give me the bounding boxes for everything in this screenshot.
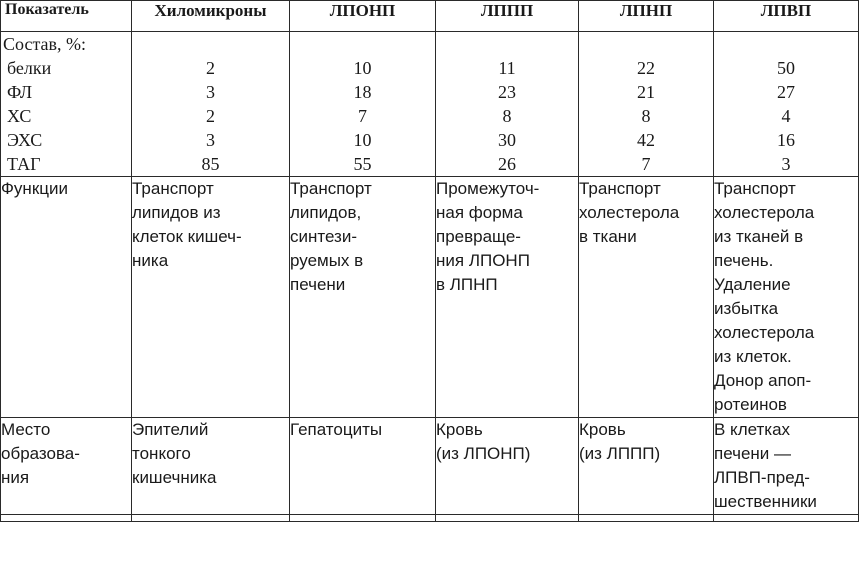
origin-row [1,418,859,515]
text-line: ная форма [436,203,523,222]
text-line: липидов из [132,203,221,222]
text-line: из тканей в [714,227,804,246]
value-cell: 8 [502,106,512,126]
functions-ldl [579,177,714,418]
text-line: кишечника [132,468,217,487]
text-line: ЛПВП-пред- [714,468,810,487]
text-line: синтези- [290,227,358,246]
composition-idl [436,32,579,177]
text-line: избытка [714,299,779,318]
text-line: ния ЛПОНП [436,251,530,270]
text-line: холестерола [714,203,815,222]
value-cell: 3 [206,130,215,150]
value-cell: 21 [637,82,655,102]
value-cell: 7 [641,154,651,174]
text-line: ротеинов [714,395,787,414]
text-line: превраще- [436,227,521,246]
text-line: Промежуточ- [436,179,540,198]
header-row [1,1,859,32]
composition-title: Состав, %: [3,34,87,54]
text-line: в ЛПНП [436,275,498,294]
functions-label: Функции [1,177,132,418]
value-cell: 2 [206,58,215,78]
text-line: Удаление [714,275,791,294]
text-line: (из ЛПОНП) [436,444,531,463]
text-line: Транспорт [714,179,796,198]
text-line: печени — [714,444,792,463]
text-line: Донор апоп- [714,371,812,390]
composition-row [1,32,859,177]
text-line: образова- [1,444,80,463]
functions-vldl [290,177,436,418]
functions-row [1,177,859,418]
text-line: Место [1,420,51,439]
value-cell: 50 [777,58,795,78]
header-indicator: Показатель [1,1,132,32]
header-chylomicrons: Хиломикроны [132,1,290,32]
composition-vldl [290,32,436,177]
origin-chylomicrons [132,418,290,515]
text-line: Эпителий [132,420,209,439]
value-cell: 42 [637,130,655,150]
text-line: печень. [714,251,774,270]
text-line: Транспорт [579,179,661,198]
text-line: Кровь [436,420,483,439]
value-cell: 22 [637,58,655,78]
value-cell: 16 [777,130,795,150]
value-cell: 8 [641,106,651,126]
text-line: ника [132,251,169,270]
text-line: руемых в [290,251,364,270]
header-hdl: ЛПВП [714,1,859,32]
text-line: ния [1,468,30,487]
composition-label-tag: ТАГ [7,154,41,174]
text-line: Транспорт [290,179,372,198]
origin-vldl [290,418,436,515]
functions-chylomicrons [132,177,290,418]
value-cell: 3 [781,154,791,174]
text-line: печени [290,275,346,294]
text-line: холестерола [714,323,815,342]
composition-label-chol-ester: ЭХС [7,130,43,150]
value-cell: 55 [353,154,372,174]
text-line: Гепатоциты [290,420,383,439]
text-line: из клеток. [714,347,792,366]
value-cell: 26 [498,154,516,174]
composition-hdl [714,32,859,177]
functions-idl [436,177,579,418]
value-cell: 7 [358,106,367,126]
cut-off-row [1,515,859,522]
text-line: клеток кишеч- [132,227,242,246]
value-cell: 85 [201,154,220,174]
value-cell: 3 [206,82,215,102]
text-line: липидов, [290,203,362,222]
text-line: холестерола [579,203,680,222]
text-line: В клетках [714,420,791,439]
composition-ldl [579,32,714,177]
text-line: Кровь [579,420,626,439]
composition-chylomicrons [132,32,290,177]
value-cell: 4 [781,106,791,126]
text-line: шественники [714,492,817,511]
value-cell: 2 [206,106,215,126]
composition-label-cell [1,32,132,177]
header-vldl: ЛПОНП [290,1,436,32]
value-cell: 10 [353,58,372,78]
composition-label-pl: ФЛ [7,82,33,102]
value-cell: 30 [498,130,516,150]
value-cell: 10 [353,130,372,150]
composition-label-chol: ХС [7,106,32,126]
header-idl: ЛППП [436,1,579,32]
origin-ldl [579,418,714,515]
functions-hdl [714,177,859,418]
value-cell: 23 [498,82,516,102]
text-line: тонкого [132,444,191,463]
value-cell: 11 [498,58,516,78]
value-cell: 27 [777,82,795,102]
composition-label-protein: белки [7,58,52,78]
value-cell: 18 [353,82,372,102]
origin-idl [436,418,579,515]
text-line: в ткани [579,227,637,246]
text-line: Транспорт [132,179,214,198]
header-ldl: ЛПНП [579,1,714,32]
origin-label [1,418,132,515]
text-line: (из ЛППП) [579,444,661,463]
origin-hdl [714,418,859,515]
